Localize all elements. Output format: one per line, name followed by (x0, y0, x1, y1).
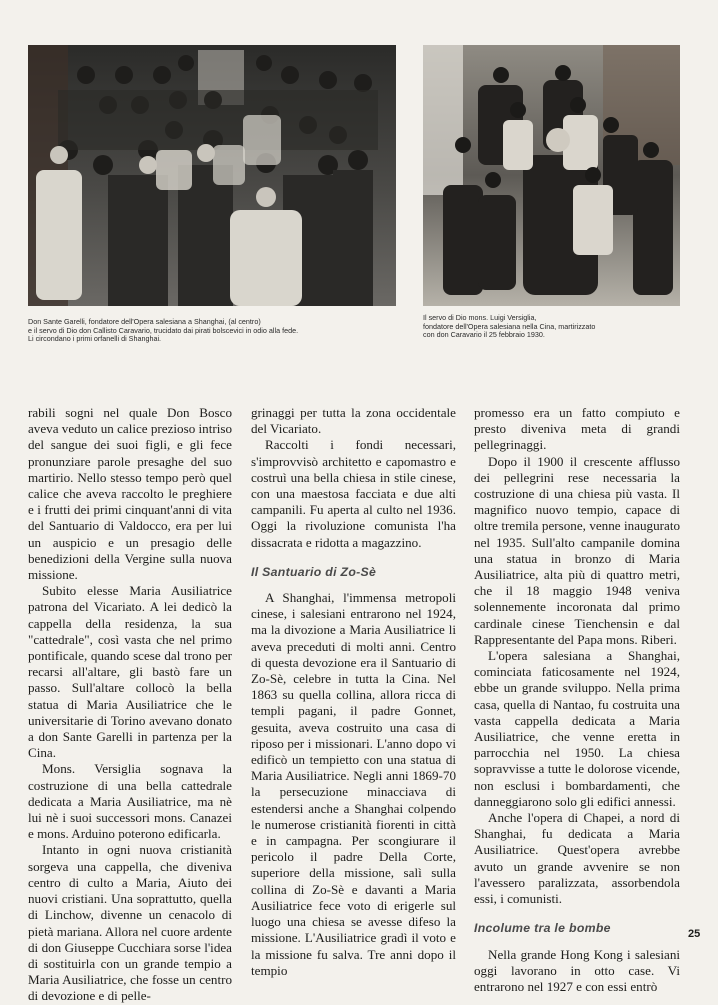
paragraph: A Shanghai, l'immensa metropoli cinese, i salesiani entrarono nel 1924, ma la divozione a Maria Ausiliatrice li aveva preceduti di molti anni. Centro di questa devozione era il Santuario di Zo-Sè, celebre in tutta la Cina. Nel 1863 su quella collina, allora ricca di templi pagani, il padre Gonnet, gesuita, aveva costruito una casa di riposo per i missionari. L'anno dopo vi edificò un tempietto con una statua di Maria Ausiliatrice. Negli anni 1869-70 la persecuzione minacciava di estendersi anche a Shanghai colpendo le numerose cristianità fiorenti in città e in campagna. Per scongiurare il pericolo il padre Della Corte, superiore della missione, salì sulla collina di Zo-Sè e davanti a Maria Ausiliatrice fece voto di erigerle sul luogo una chiesa se avesse difeso la missione. L'Ausiliatrice gradì il voto e la missione fu salva. Tre anni dopo il tempio (251, 590, 456, 978)
paragraph: Anche l'opera di Chapei, a nord di Shanghai, fu dedicata a Maria Ausiliatrice. Quest'opera avrebbe avuto un grande avvenire se non l'avessero paralizzata, assorbendola essi, i comunisti. (474, 810, 680, 907)
paragraph: Subito elesse Maria Ausiliatrice patrona del Vicariato. A lei dedicò la cappella della residenza, la sua "cattedrale", così vasta che nel primo pontificale, quando scese dal trono per recarsi all'altare, gli bastò fare un passo. Sull'altare collocò la bella statua di Maria Ausiliatrice che le universitarie di Torino avevano donato a don Sante Garelli in partenza per la Cina. (28, 583, 232, 761)
section-heading-santuario: Il Santuario di Zo-Sè (251, 564, 377, 579)
photo-versiglia (423, 45, 680, 306)
paragraph: Raccolti i fondi necessari, s'improvvisò architetto e capomastro e costruì una bella chiesa in stile cinese, con una maestosa facciata e due alti campanili. Fu aperta al culto nel 1936. Oggi la rivoluzione comunista l'ha dissacrata e ridotta a magazzino. (251, 437, 456, 550)
photo-group-left-image (28, 45, 396, 306)
paragraph: Mons. Versiglia sognava la costruzione di una bella cattedrale dedicata a Maria Ausiliatrice, ma nè lui nè i suoi successori mons. Canazei e mons. Arduino poterono edificarla. (28, 761, 232, 842)
photo-caption-right: Il servo di Dio mons. Luigi Versiglia, fondatore dell'Opera salesiana nella Cina, martirizzato con don Caravario il 25 febbraio 1930. (423, 313, 596, 340)
photo-orphans-shanghai (28, 45, 396, 306)
paragraph: Nella grande Hong Kong i salesiani oggi lavorano in otto case. Vi entrarono nel 1927 e con essi entrò (474, 946, 680, 994)
paragraph: L'opera salesiana a Shanghai, cominciata faticosamente nel 1924, ebbe un grande sviluppo. Nella prima casa, quella di Nantao, fu costruita una vasta cappella dedicata a Maria Ausiliatrice, che venne eretta in parrocchia nel 1950. La chiesa sopravvisse a tutte le dolorose vicende, non esclusi i bombardamenti, che danneggiarono solo gli edifici annessi. (474, 648, 680, 809)
section-heading-incolume: Incolume tra le bombe (474, 921, 611, 936)
text-column-2 (251, 405, 456, 979)
paragraph: Intanto in ogni nuova cristianità sorgeva una cappella, che diveniva centro di culto a Maria, Aiuto dei nuovi cristiani. Una soprattutto, quella di Linchow, divenne un cenacolo di pietà mariana. Allora nel cuore ardente di don Giuseppe Cucchiara sorse l'idea di sostituirla con un grande tempio a Maria Ausiliatrice, che fosse un centro di devozione e di pelle- (28, 842, 232, 1004)
paragraph: Dopo il 1900 il crescente afflusso dei pellegrini rese necessaria la costruzione di una chiesa più vasta. Il magnifico nuovo tempio, capace di oltre tremila persone, venne inaugurato nel 1935. Sull'alto campanile domina una statua in bronzo di Maria Ausiliatrice, alta più di quattro metri, che il 18 maggio 1948 veniva solennemente incoronata dal primo cardinale cinese Tienchensin e dal Rappresentante del Papa mons. Riberi. (474, 453, 680, 647)
page-number: 25 (688, 928, 701, 940)
photo-caption-left: Don Sante Garelli, fondatore dell'Opera salesiana a Shanghai, (al centro) e il servo di Dio don Callisto Caravario, trucidato dai pirati bolscevici in odio alla fede. Li circondano i primi orfanelli di Shanghai. (28, 317, 299, 344)
text-column-3 (474, 405, 680, 995)
paragraph: promesso era un fatto compiuto e presto diveniva meta di grandi pellegrinaggi. (474, 405, 680, 453)
paragraph: grinaggi per tutta la zona occidentale del Vicariato. (251, 405, 456, 437)
text-column-1 (28, 405, 232, 1005)
paragraph: rabili sogni nel quale Don Bosco aveva veduto un calice prezioso intriso del sangue dei suoi figli, e gli fece pronunziare parole presaghe del suo martirio. Nello stesso tempo però quel calice che aveva raccolto le preghiere e i frutti dei primi cinquant'anni di vita del Santuario di Valdocco, era per lui un auspicio e un presagio delle benedizioni della Vergine sulla nuova missione. (28, 405, 232, 583)
photo-group-right-image (423, 45, 680, 306)
